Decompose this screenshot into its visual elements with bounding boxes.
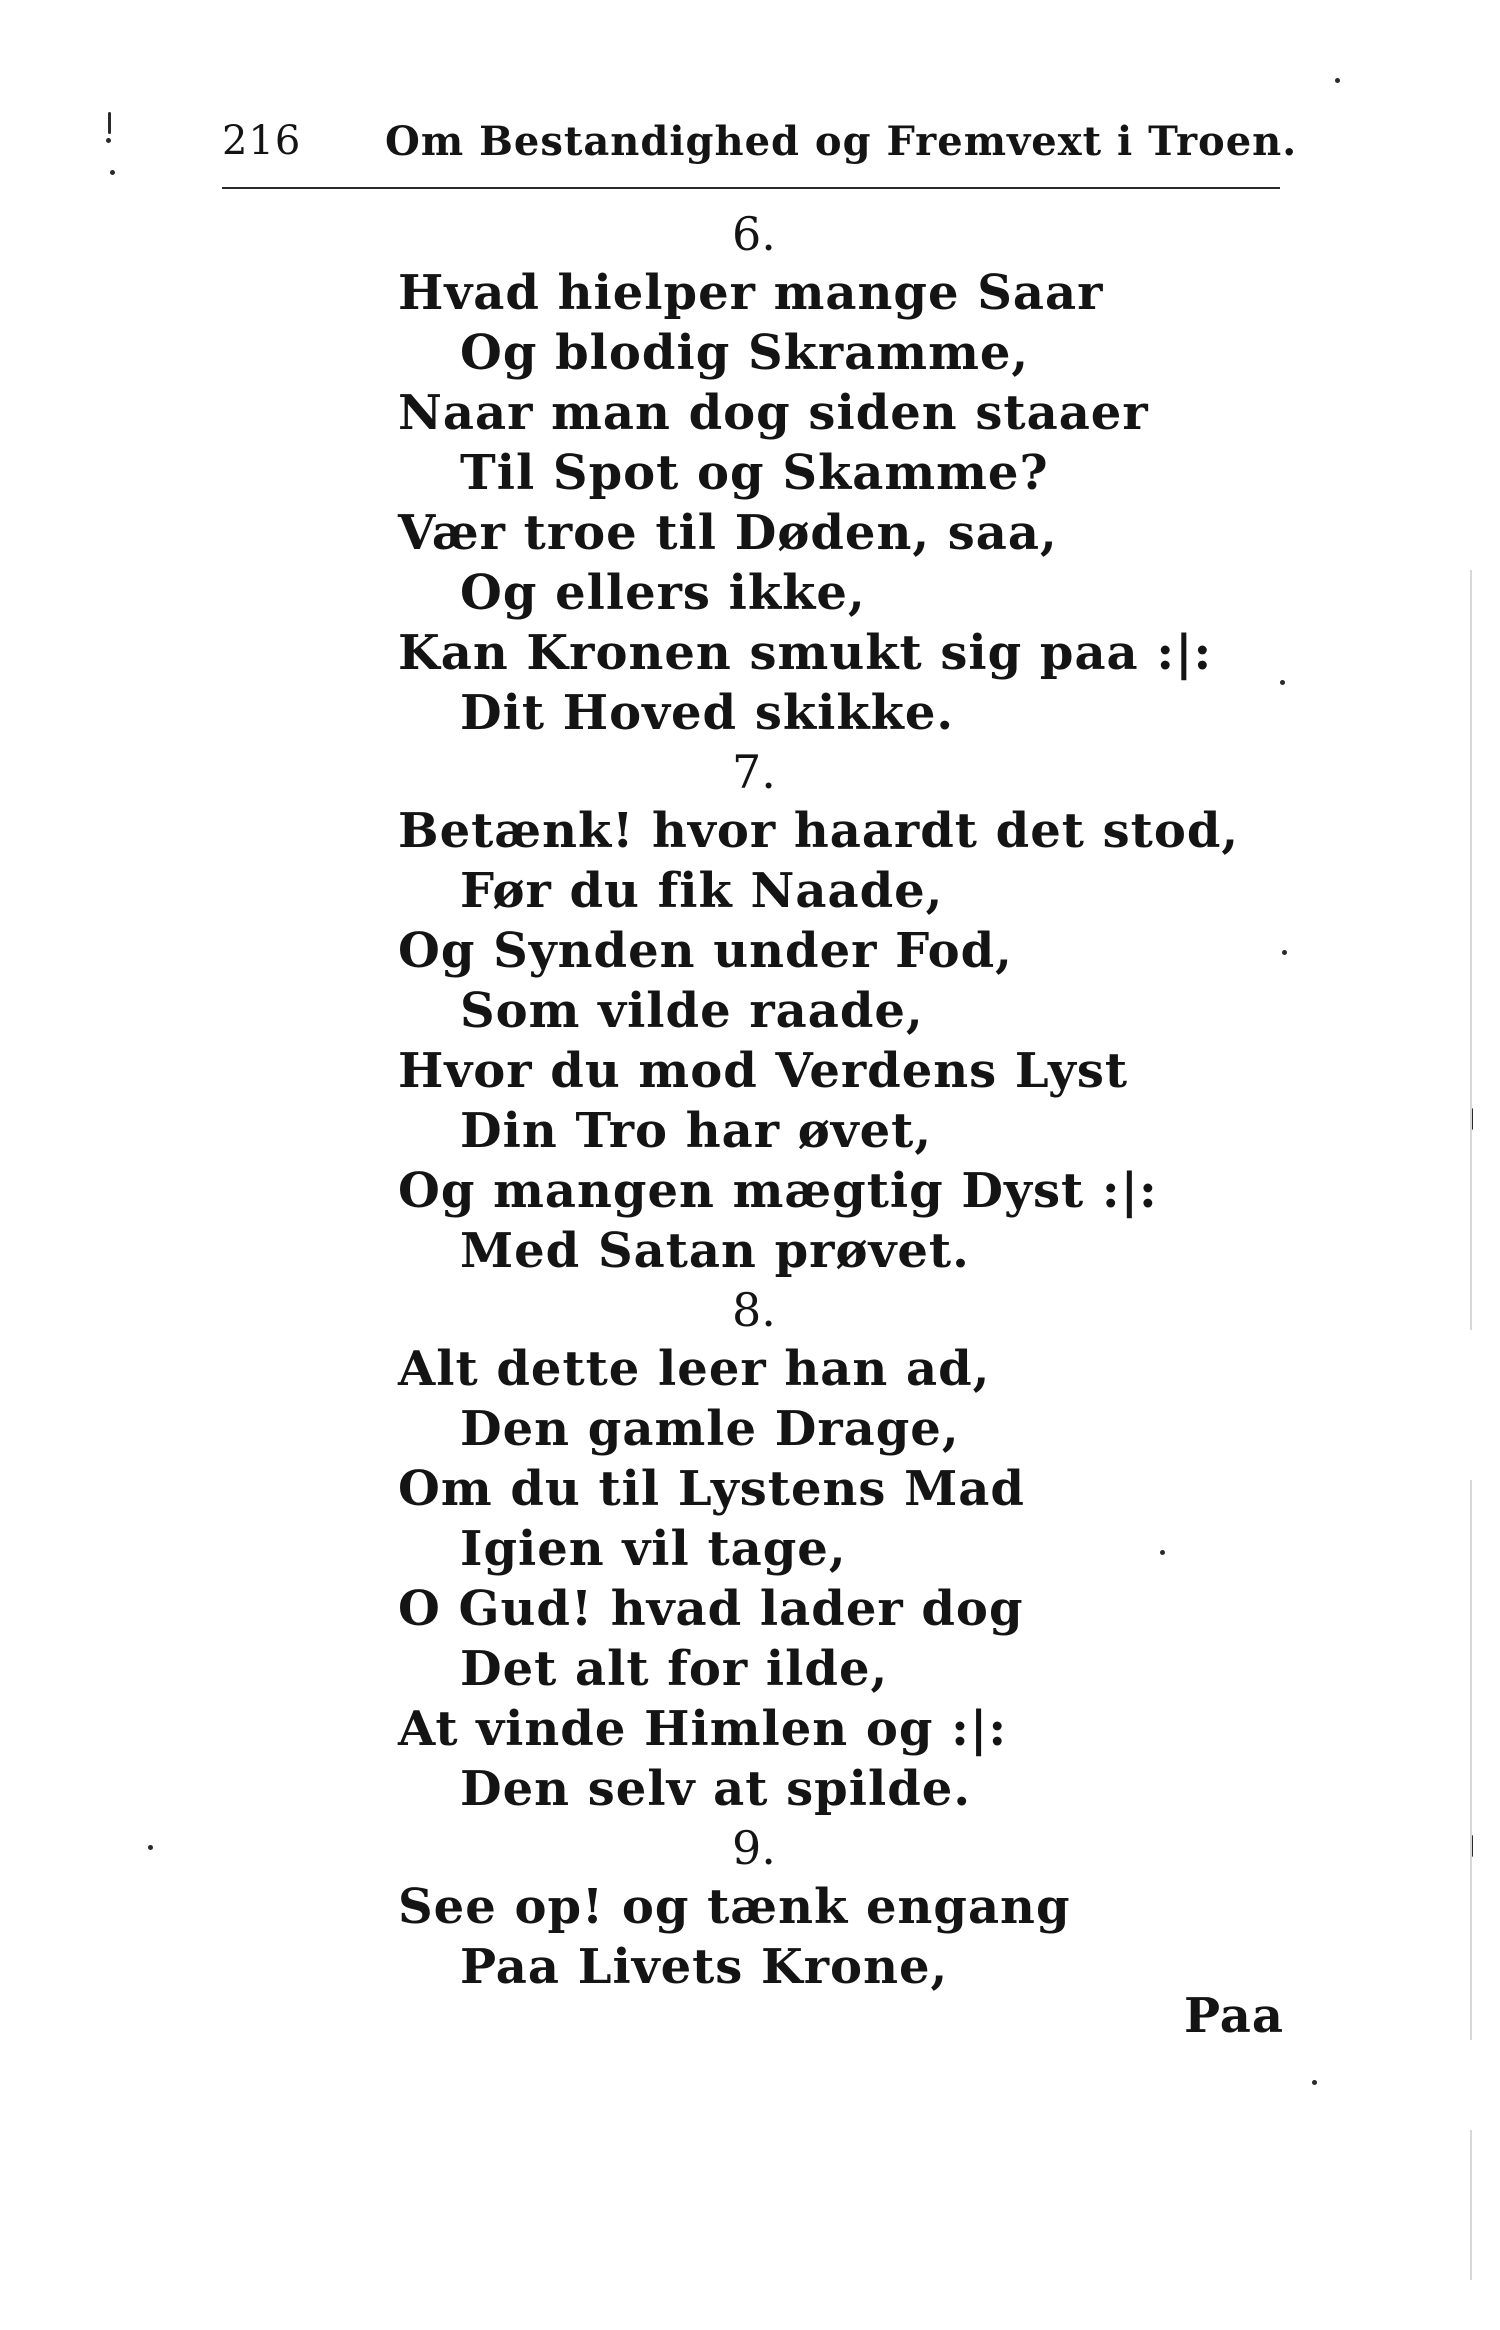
verse-line: Den gamle Drage, <box>460 1401 960 1457</box>
verse-line: Til Spot og Skamme? <box>460 445 1049 501</box>
verse-line: At vinde Himlen og :|: <box>398 1701 1008 1757</box>
page-header <box>222 118 1298 178</box>
hymn-text <box>398 205 1240 1997</box>
scan-speck <box>1160 1550 1165 1555</box>
scan-speck <box>110 170 115 175</box>
verse-line: Før du fik Naade, <box>460 863 944 919</box>
page-edge-line <box>1470 2130 1472 2280</box>
page-edge-line <box>1470 570 1472 1330</box>
scan-speck <box>1335 78 1340 83</box>
verse-line: Igien vil tage, <box>460 1521 847 1577</box>
verse-number: 6. <box>732 207 776 261</box>
scan-speck <box>1312 2080 1317 2085</box>
verse-line: Hvad hielper mange Saar <box>398 265 1104 321</box>
verse-line: Og ellers ikke, <box>460 565 866 621</box>
verse-line: Paa Livets Krone, <box>460 1939 949 1995</box>
scan-speck <box>108 112 111 134</box>
verse-line: Og mangen mægtig Dyst :|: <box>398 1163 1158 1219</box>
verse-line: Og Synden under Fod, <box>398 923 1013 979</box>
verse-line: Med Satan prøvet. <box>460 1223 970 1279</box>
verse-line: Det alt for ilde, <box>460 1641 889 1697</box>
running-title: Om Bestandighed og Fremvext i Troen. <box>385 118 1298 165</box>
scan-speck <box>106 138 111 143</box>
verse-number: 8. <box>732 1283 776 1337</box>
verse-line: Betænk! hvor haardt det stod, <box>398 803 1240 859</box>
scan-speck <box>148 1845 153 1850</box>
catchword: Paa <box>1184 1988 1285 2044</box>
verse-line: Vær troe til Døden, saa, <box>398 505 1058 561</box>
verse-line: Naar man dog siden staaer <box>398 385 1149 441</box>
scan-speck <box>1280 680 1285 685</box>
verse-number: 9. <box>732 1821 776 1875</box>
verse-line: Kan Kronen smukt sig paa :|: <box>398 625 1213 681</box>
header-rule <box>222 187 1280 189</box>
scan-speck <box>1282 950 1287 955</box>
verse-line: Den selv at spilde. <box>460 1761 972 1817</box>
verse-line: Hvor du mod Verdens Lyst <box>398 1043 1129 1099</box>
verse-line: See op! og tænk engang <box>398 1879 1071 1935</box>
verse-number: 7. <box>732 745 776 799</box>
verse-line: Som vilde raade, <box>460 983 924 1039</box>
page-number: 216 <box>222 118 302 164</box>
verse-line: Dit Hoved skikke. <box>460 685 955 741</box>
verse-line: Din Tro har øvet, <box>460 1103 933 1159</box>
verse-line: Alt dette leer han ad, <box>398 1341 991 1397</box>
verse-line: O Gud! hvad lader dog <box>398 1581 1024 1637</box>
verse-line: Og blodig Skramme, <box>460 325 1030 381</box>
page-edge-line <box>1470 1480 1472 2040</box>
verse-line: Om du til Lystens Mad <box>398 1461 1025 1517</box>
